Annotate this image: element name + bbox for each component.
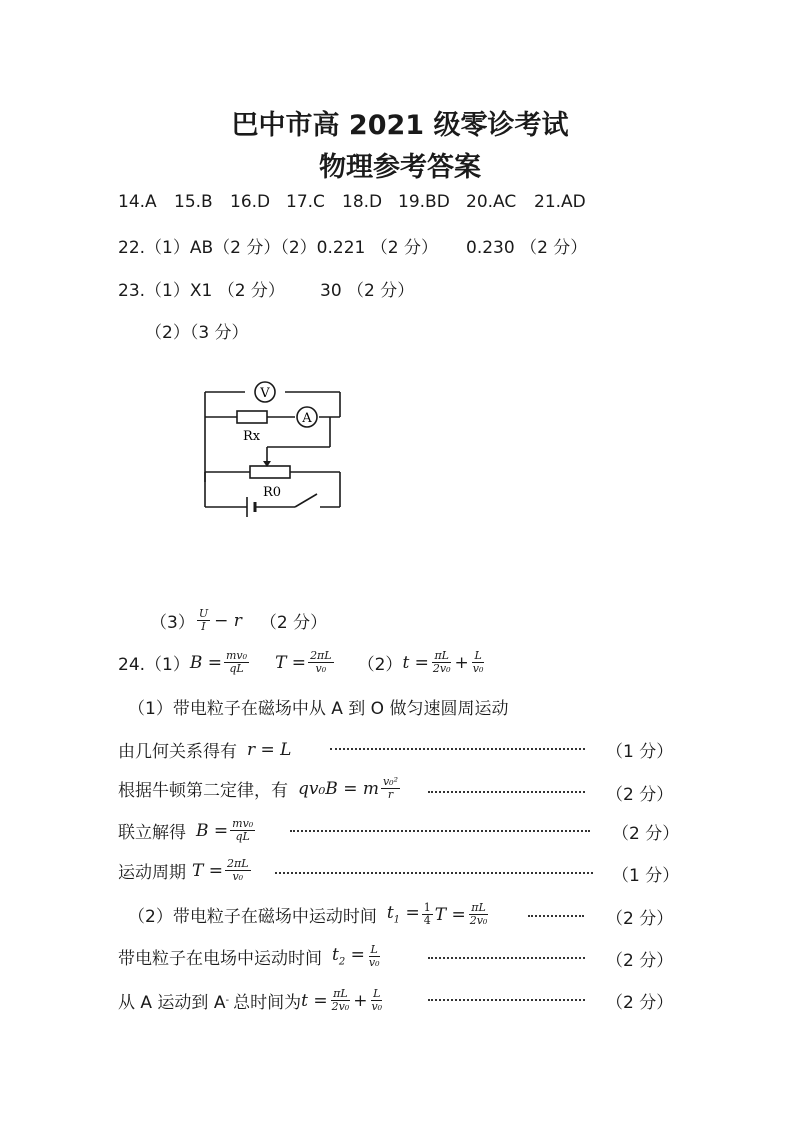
q23-part3: （3） $\frac{U}{I}$ − r （2 分） bbox=[150, 607, 328, 633]
points-line8: （2 分） bbox=[606, 993, 674, 1013]
q23-part2: （2）（3 分） bbox=[145, 323, 249, 343]
leader-dots bbox=[428, 998, 585, 1001]
q24-line8: 从 A 运动到 A - 总时间为 t = $\frac{\pi L}{\text{2v₀}}$ + $\frac{L}{\text{v₀}}$ bbox=[118, 987, 383, 1013]
q22-answer: 22.（1）AB（2 分）（2）0.221 （2 分） bbox=[118, 238, 438, 258]
mc-answers bbox=[118, 192, 586, 212]
mc-item: 14.A bbox=[118, 192, 157, 212]
points-line5: （1 分） bbox=[612, 866, 680, 886]
formula-u-over-i: $\frac{U}{I}$ bbox=[198, 607, 209, 633]
q23-answer: 23.（1）X1 （2 分） bbox=[118, 281, 285, 301]
q23-part3-points: （2 分） bbox=[259, 613, 328, 633]
q24-line7: 带电粒子在电场中运动时间 $t_2$ = $\frac{L}{\text{v₀}}$ bbox=[118, 943, 380, 969]
mc-item: 17.C bbox=[286, 192, 325, 212]
mc-item: 19.BD bbox=[398, 192, 450, 212]
leader-dots bbox=[330, 747, 585, 750]
mc-item: 15.B bbox=[174, 192, 213, 212]
q23-answer-2: 30 （2 分） bbox=[320, 281, 415, 301]
points-line3: （2 分） bbox=[606, 785, 674, 805]
ammeter-label: A bbox=[302, 411, 312, 426]
q24-answer: 24.（1） B = $\frac{\text{mv₀}}{qL}$ T = $\frac{2\pi L}{\text{v₀}}$ （2） t = $\frac{\pi L}{\text{2v₀}}$ + $\frac{L}{\text{v₀}}$ bbox=[118, 649, 484, 675]
points-line4: （2 分） bbox=[612, 824, 680, 844]
q24-line4: 联立解得 B = $\frac{\text{mv₀}}{qL}$ bbox=[118, 817, 254, 843]
exam-title: 巴中市高 2021 级零诊考试 bbox=[231, 110, 569, 141]
q24-line3: 根据牛顿第二定律，有 qv₀B = m $\frac{\text{v₀²}}{r}$ bbox=[118, 775, 399, 801]
rx-label: Rx bbox=[243, 429, 261, 444]
circuit-diagram bbox=[195, 372, 355, 532]
leader-dots bbox=[275, 871, 593, 874]
q24-line6: （2）带电粒子在磁场中运动时间 $t_1$ = $\frac{1}{4}$ T = $\frac{\pi L}{\text{2v₀}}$ bbox=[128, 901, 488, 927]
leader-dots bbox=[528, 914, 584, 917]
leader-dots bbox=[428, 956, 585, 959]
points-line2: （1 分） bbox=[606, 742, 674, 762]
leader-dots bbox=[290, 829, 590, 832]
q24-line2: 由几何关系得有 r = L bbox=[118, 739, 292, 762]
answer-title: 物理参考答案 bbox=[319, 152, 481, 183]
leader-dots bbox=[428, 790, 585, 793]
q23-part3-label: （3） bbox=[150, 613, 195, 633]
points-line6: （2 分） bbox=[606, 909, 674, 929]
q24-prefix: 24.（1） bbox=[118, 655, 190, 675]
q24-part2-prefix: （2） bbox=[357, 655, 403, 675]
points-line7: （2 分） bbox=[606, 951, 674, 971]
q24-line1: （1）带电粒子在磁场中从 A 到 O 做匀速圆周运动 bbox=[128, 699, 509, 719]
voltmeter-label: V bbox=[260, 386, 270, 401]
mc-item: 21.AD bbox=[534, 192, 586, 212]
mc-item: 16.D bbox=[230, 192, 271, 212]
r0-label: R0 bbox=[263, 485, 282, 500]
q24-line5: 运动周期 T = $\frac{2\pi L}{\text{v₀}}$ bbox=[118, 857, 249, 883]
mc-item: 18.D bbox=[342, 192, 383, 212]
mc-item: 20.AC bbox=[466, 192, 517, 212]
q22-answer-2: 0.230 （2 分） bbox=[466, 238, 588, 258]
